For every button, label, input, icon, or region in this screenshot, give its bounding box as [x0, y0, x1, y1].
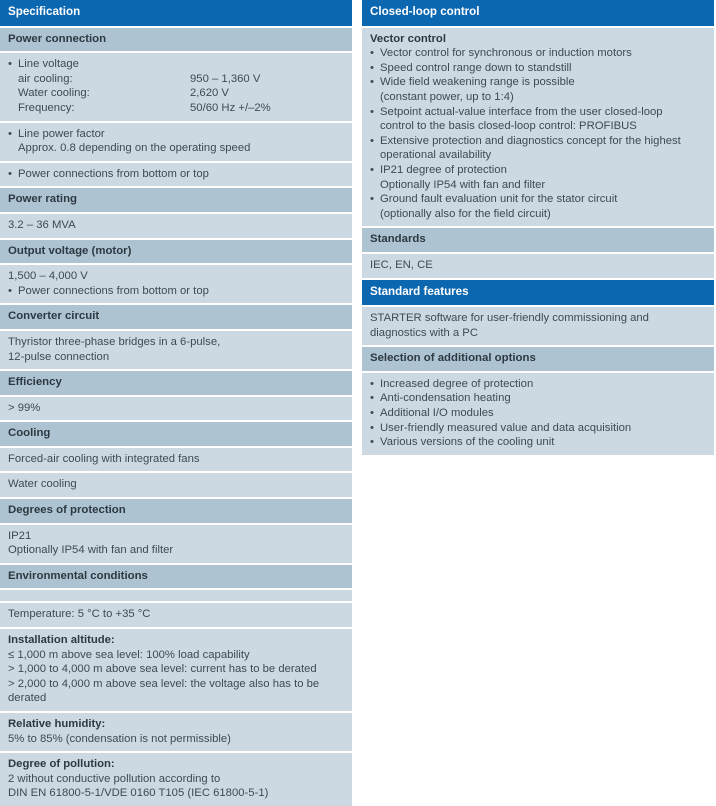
row-text: > 1,000 to 4,000 m above sea level: current has to be derated — [8, 663, 317, 676]
bullet-dot-icon: • — [8, 127, 12, 140]
content-row — [0, 265, 352, 303]
row-text: > 2,000 to 4,000 m above sea level: the voltage also has to be — [8, 677, 320, 690]
section-header: Standard features — [362, 280, 714, 306]
bullet-item — [370, 421, 706, 436]
bullet-item — [370, 435, 706, 450]
bullet-item — [8, 284, 344, 299]
content-row — [0, 713, 352, 751]
kv-key: Frequency: — [18, 101, 75, 114]
section-header: Output voltage (motor) — [0, 240, 352, 264]
row-text: > 99% — [8, 401, 41, 414]
row-subtext: Approx. 0.8 depending on the operating speed — [18, 142, 251, 155]
left-column — [0, 0, 352, 806]
key-value-pair — [8, 86, 344, 101]
bullet-dot-icon: • — [8, 58, 12, 71]
bullet-dot-icon: • — [370, 407, 374, 420]
section-header: Environmental conditions — [0, 565, 352, 589]
bullet-label: Additional I/O modules — [380, 407, 494, 420]
bullet-item — [370, 61, 706, 76]
content-row — [362, 254, 714, 278]
content-row — [362, 307, 714, 345]
content-row — [362, 28, 714, 227]
bullet-label: Power connections from bottom or top — [18, 167, 209, 180]
bullet-dot-icon: • — [8, 167, 12, 180]
row-subtext: Optionally IP54 with fan and filter — [380, 178, 546, 191]
row-text: diagnostics with a PC — [370, 326, 478, 339]
bullet-dot-icon: • — [370, 436, 374, 449]
row-text: DIN EN 61800-5-1/VDE 0160 T105 (IEC 61800-5-1) — [8, 787, 269, 800]
section-header: Closed-loop control — [362, 0, 714, 26]
row-text: IEC, EN, CE — [370, 258, 433, 271]
row-subheading: Installation altitude: — [8, 634, 115, 647]
content-row — [0, 397, 352, 421]
section-header: Converter circuit — [0, 305, 352, 329]
kv-value: 2,620 V — [190, 87, 229, 100]
content-row — [362, 373, 714, 455]
bullet-dot-icon: • — [370, 421, 374, 434]
bullet-item — [8, 167, 344, 182]
bullet-label: Wide field weakening range is possible — [380, 76, 575, 89]
bullet-item — [370, 46, 706, 61]
row-text: ≤ 1,000 m above sea level: 100% load capability — [8, 648, 250, 661]
bullet-label: IP21 degree of protection — [380, 163, 507, 176]
bullet-dot-icon: • — [370, 61, 374, 74]
bullet-item — [370, 105, 706, 120]
bullet-label: User-friendly measured value and data acquisition — [380, 421, 632, 434]
bullet-label: Line power factor — [18, 127, 105, 140]
row-text: 3.2 – 36 MVA — [8, 218, 76, 231]
kv-key: air cooling: — [18, 72, 73, 85]
content-row — [0, 214, 352, 238]
row-subheading: Relative humidity: — [8, 718, 106, 730]
bullet-item — [370, 406, 706, 421]
bullet-item — [370, 134, 706, 149]
bullet-dot-icon: • — [370, 76, 374, 89]
section-header: Standards — [362, 228, 714, 252]
right-column — [362, 0, 714, 455]
key-value-pair — [8, 101, 344, 116]
bullet-dot-icon: • — [370, 134, 374, 147]
bullet-dot-icon: • — [370, 193, 374, 206]
bullet-label: Various versions of the cooling unit — [380, 436, 555, 449]
section-header: Degrees of protection — [0, 499, 352, 523]
bullet-item — [370, 192, 706, 207]
bullet-label: Vector control for synchronous or induction motors — [380, 47, 632, 60]
bullet-label: Power connections from bottom or top — [18, 284, 209, 297]
kv-value: 50/60 Hz +/–2% — [190, 101, 271, 114]
bullet-label: Line voltage — [18, 58, 79, 71]
content-row — [0, 331, 352, 369]
row-text: derated — [8, 692, 47, 705]
bullet-dot-icon: • — [370, 392, 374, 405]
spacer-row — [0, 590, 352, 601]
bullet-dot-icon: • — [370, 105, 374, 118]
main-header: Specification — [0, 0, 352, 26]
row-text: Forced-air cooling with integrated fans — [8, 452, 200, 465]
row-subheading: Vector control — [370, 32, 446, 45]
bullet-item — [8, 57, 344, 72]
row-text: 12-pulse connection — [8, 350, 110, 363]
content-row — [0, 123, 352, 161]
content-row — [0, 603, 352, 627]
bullet-label: Anti-condensation heating — [380, 392, 511, 405]
row-text: 2 without conductive pollution according to — [8, 772, 221, 785]
section-header: Efficiency — [0, 371, 352, 395]
row-subtext: operational availability — [380, 149, 492, 162]
bullet-dot-icon: • — [370, 47, 374, 60]
section-header: Power connection — [0, 28, 352, 52]
key-value-pair — [8, 72, 344, 87]
kv-value: 950 – 1,360 V — [190, 72, 261, 85]
row-text: 1,500 – 4,000 V — [8, 270, 88, 283]
kv-key: Water cooling: — [18, 87, 90, 100]
row-text: Water cooling — [8, 478, 77, 491]
bullet-label: Extensive protection and diagnostics concept for the highest — [380, 134, 681, 147]
bullet-item — [8, 127, 344, 142]
bullet-label: Ground fault evaluation unit for the stator circuit — [380, 193, 618, 206]
content-row — [0, 525, 352, 563]
bullet-dot-icon: • — [8, 284, 12, 297]
row-text: Thyristor three-phase bridges in a 6-pulse, — [8, 335, 221, 348]
bullet-item — [370, 163, 706, 178]
content-row — [0, 629, 352, 711]
bullet-label: Increased degree of protection — [380, 377, 534, 390]
row-text: 5% to 85% (condensation is not permissible) — [8, 732, 231, 745]
section-header: Selection of additional options — [362, 347, 714, 371]
bullet-dot-icon: • — [370, 163, 374, 176]
row-subtext: (constant power, up to 1:4) — [380, 90, 514, 103]
row-text: STARTER software for user-friendly commissioning and — [370, 312, 649, 325]
row-subtext: control to the basis closed-loop control: PROFIBUS — [380, 120, 637, 133]
bullet-item — [370, 377, 706, 392]
row-text: Optionally IP54 with fan and filter — [8, 544, 174, 557]
content-row — [0, 448, 352, 472]
row-text: IP21 — [8, 529, 32, 542]
section-header: Cooling — [0, 422, 352, 446]
section-header: Power rating — [0, 188, 352, 212]
row-text: Temperature: 5 °C to +35 °C — [8, 608, 151, 621]
content-row — [0, 163, 352, 187]
row-subheading: Degree of pollution: — [8, 758, 115, 771]
row-subtext: (optionally also for the field circuit) — [380, 207, 551, 220]
content-row — [0, 53, 352, 120]
bullet-item — [370, 75, 706, 90]
bullet-dot-icon: • — [370, 377, 374, 390]
bullet-item — [370, 391, 706, 406]
content-row — [0, 753, 352, 806]
content-row — [0, 473, 352, 497]
bullet-label: Speed control range down to standstill — [380, 61, 572, 74]
bullet-label: Setpoint actual-value interface from the user closed-loop — [380, 105, 663, 118]
